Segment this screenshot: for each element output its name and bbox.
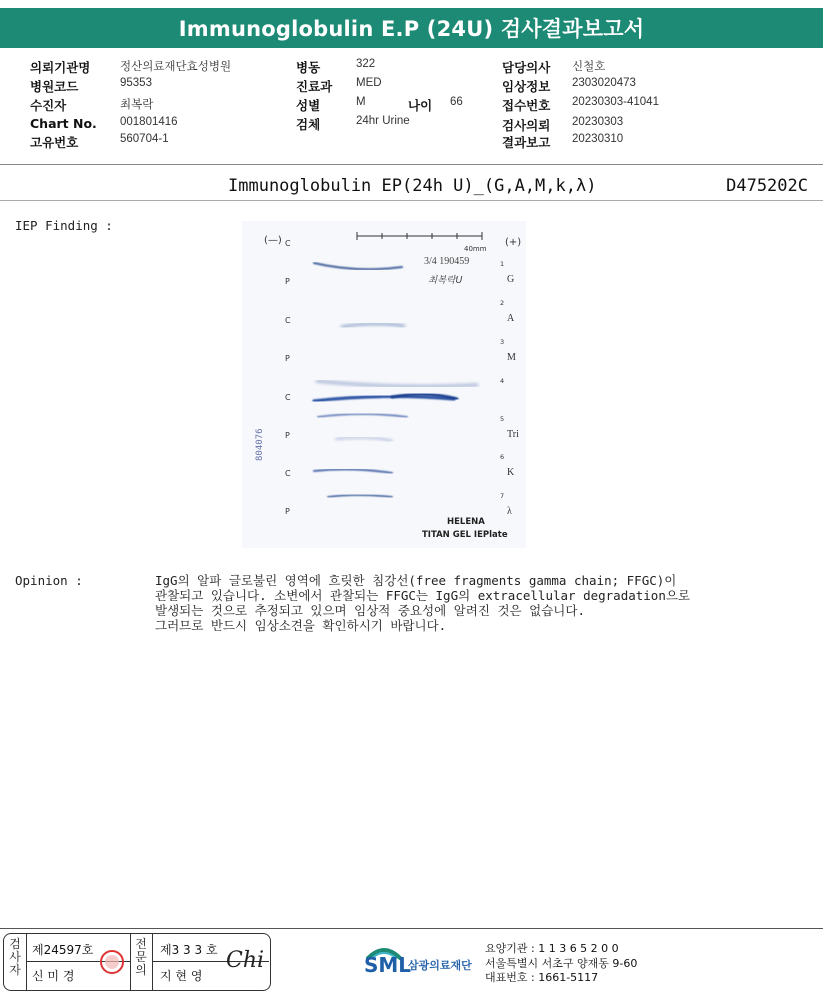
- lane-side-label: C: [285, 393, 291, 402]
- gel-plus-label: (+): [505, 237, 522, 248]
- signer2-name: 지 현 영: [160, 969, 203, 983]
- report-title: Immunoglobulin E.P (24U) 검사결과보고서: [0, 8, 823, 48]
- opinion-text: [155, 573, 805, 633]
- signer1-license-no: 제24597호: [32, 943, 94, 957]
- meta-value-reported: 20230310: [572, 133, 624, 145]
- org-info-line: 대표번호 : 1661-5117: [485, 971, 599, 984]
- meta-value-clinical-info: 2303020473: [572, 77, 636, 89]
- test-code: D475202C: [726, 176, 808, 196]
- meta-label-doctor: 담당의사: [502, 60, 551, 75]
- lane-antiserum-label: G: [507, 274, 515, 285]
- signer1-name: 신 미 경: [32, 969, 75, 983]
- meta-value-requested: 20230303: [572, 116, 624, 128]
- org-info-line: 서울특별시 서초구 양재동 9-60: [485, 956, 638, 970]
- signer2-role-char: 의: [135, 963, 147, 977]
- meta-value-chart-no: 001801416: [120, 116, 178, 128]
- signer1-role-char: 검: [9, 937, 21, 951]
- opinion-line: 관찰되고 있습니다. 소변에서 관찰되는 FFGC는 IgG의 extracellular degradation으로: [155, 588, 691, 603]
- lane-number: 7: [500, 492, 505, 500]
- meta-value-age: 66: [450, 96, 463, 108]
- meta-value-doctor: 신철호: [572, 61, 606, 73]
- meta-label-department: 진료과: [296, 79, 333, 94]
- logo-text: SML: [364, 953, 412, 977]
- opinion-line: 발생되는 것으로 추정되고 있으며 임상적 중요성에 알려진 것은 없습니다.: [155, 603, 585, 618]
- lane-number: 1: [500, 260, 505, 268]
- meta-label-patient: 수진자: [30, 98, 67, 113]
- gel-brand-titan: TITAN GEL IEPlate: [422, 530, 508, 540]
- gel-handwritten-date: 3/4 190459: [424, 256, 470, 267]
- org-info: [485, 942, 637, 986]
- lane-side-label: P: [285, 277, 290, 286]
- gel-scale-label: 40mm: [464, 245, 487, 253]
- gel-side-number: 804076: [255, 428, 265, 461]
- signer2-role: [134, 938, 148, 977]
- signature-script: Chi: [226, 948, 265, 973]
- meta-label-sex: 성별: [296, 98, 321, 113]
- signer1-role-char: 사: [9, 950, 21, 964]
- meta-label-chart-no: Chart No.: [30, 116, 97, 131]
- iep-gel-image: [242, 221, 526, 548]
- signature-box: [3, 933, 271, 991]
- meta-label-requested: 검사의뢰: [502, 118, 551, 133]
- signer2-license-no: 제3 3 3 호: [160, 943, 218, 957]
- org-name: 삼광의료재단: [408, 959, 472, 972]
- meta-value-unique-no: 560704-1: [120, 133, 169, 145]
- footer-divider: [130, 934, 131, 990]
- test-name: Immunoglobulin EP(24h U)_(G,A,M,k,λ): [228, 176, 597, 196]
- iep-finding-label: IEP Finding :: [15, 218, 113, 233]
- gel-handwritten-name: 최복락U: [428, 275, 463, 286]
- lane-number: 4: [500, 377, 505, 385]
- lane-number: 6: [500, 453, 505, 461]
- meta-value-patient: 최복락: [120, 99, 154, 111]
- meta-value-receipt-no: 20230303-41041: [572, 96, 659, 108]
- seal-stamp-icon: [98, 948, 126, 976]
- gel-brand-helena: HELENA: [447, 517, 485, 527]
- meta-value-institution: 정산의료재단효성병원: [120, 61, 232, 73]
- meta-label-specimen: 검체: [296, 117, 321, 132]
- divider-test: [0, 200, 823, 201]
- lane-number: 5: [500, 415, 505, 423]
- lane-antiserum-label: A: [507, 313, 515, 324]
- lane-antiserum-label: M: [507, 352, 516, 363]
- opinion-label: Opinion :: [15, 573, 83, 588]
- meta-value-hospital-code: 95353: [120, 77, 152, 89]
- signer1-role: [8, 938, 22, 977]
- gel-svg: [242, 221, 526, 548]
- lane-number: 3: [500, 338, 505, 346]
- org-info-line: 요양기관 : 1 1 3 6 5 2 0 0: [485, 942, 619, 955]
- meta-value-sex: M: [356, 96, 366, 108]
- meta-label-age: 나이: [408, 98, 433, 113]
- meta-label-hospital-code: 병원코드: [30, 79, 79, 94]
- meta-value-specimen: 24hr Urine: [356, 115, 410, 127]
- footer-divider: [152, 934, 153, 990]
- meta-value-department: MED: [356, 77, 382, 89]
- signer1-role-char: 자: [9, 963, 21, 977]
- opinion-line: 그러므로 반드시 임상소견을 확인하시기 바랍니다.: [155, 618, 447, 633]
- footer-divider: [26, 934, 27, 990]
- meta-value-ward: 322: [356, 58, 376, 70]
- lane-antiserum-label: λ: [507, 506, 512, 517]
- lane-side-label: P: [285, 354, 290, 363]
- patient-meta: [0, 58, 823, 158]
- signer2-role-char: 문: [135, 950, 147, 964]
- org-logo: [362, 940, 482, 982]
- divider-top: [0, 164, 823, 165]
- meta-label-institution: 의뢰기관명: [30, 60, 91, 75]
- meta-label-clinical-info: 임상정보: [502, 79, 551, 94]
- meta-label-unique-no: 고유번호: [30, 135, 79, 150]
- signer2-role-char: 전: [135, 937, 147, 951]
- meta-label-receipt-no: 접수번호: [502, 98, 551, 113]
- lane-antiserum-label: Tri: [507, 429, 519, 440]
- meta-label-ward: 병동: [296, 60, 321, 75]
- lane-side-label: P: [285, 507, 290, 516]
- divider-footer: [0, 928, 823, 929]
- meta-label-reported: 결과보고: [502, 135, 551, 150]
- lane-side-label: C: [285, 469, 291, 478]
- lane-side-label: C: [285, 239, 291, 248]
- lane-side-label: P: [285, 431, 290, 440]
- opinion-line: IgG의 알파 글로불린 영역에 흐릿한 침강선(free fragments gamma chain; FFGC)이: [155, 573, 677, 588]
- lane-antiserum-label: K: [507, 467, 515, 478]
- lane-side-label: C: [285, 316, 291, 325]
- gel-minus-label: (—): [264, 235, 282, 246]
- lane-number: 2: [500, 299, 505, 307]
